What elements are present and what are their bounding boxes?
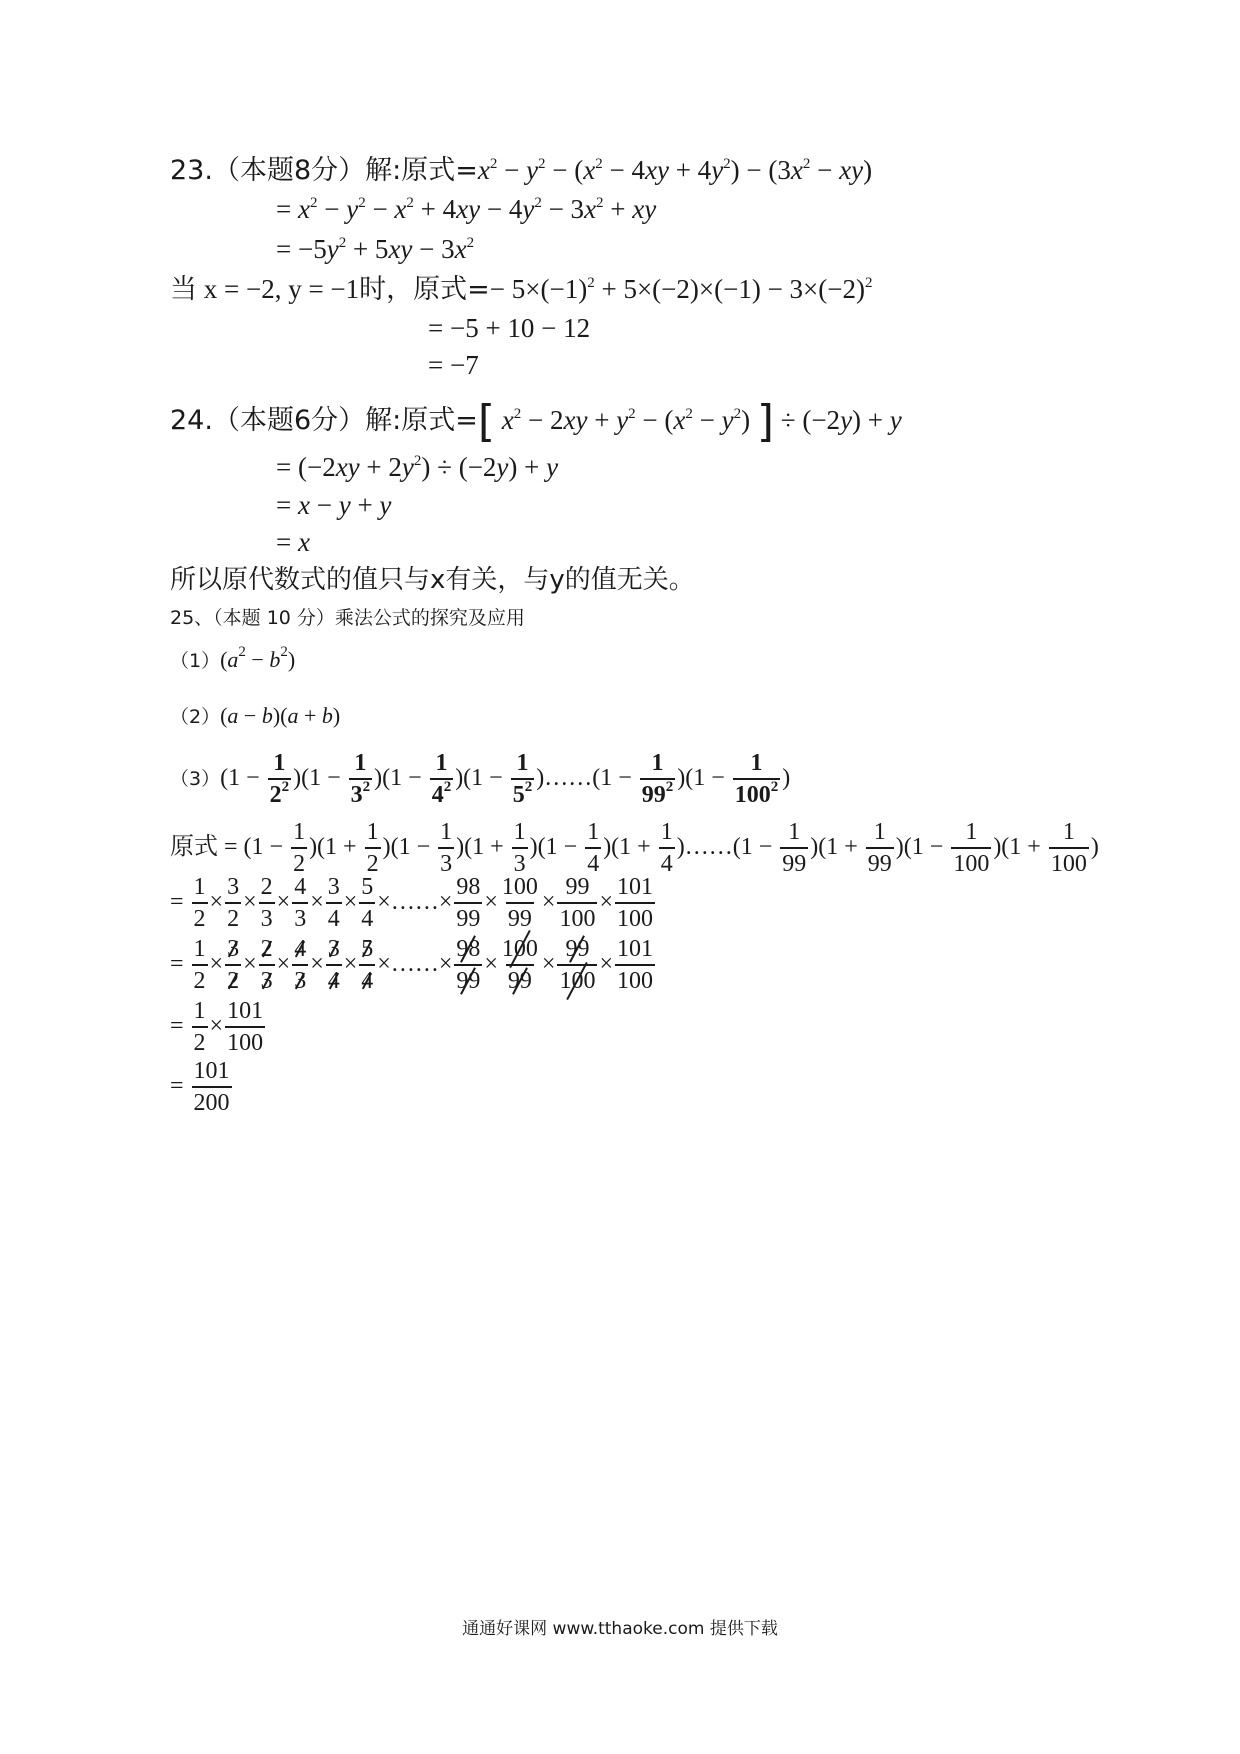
p25-product-line: = $\frac{1}{2}$ × $\frac{3}{2}$ × $\frac{2}{3}$ × $\frac{4}{3}$ × $\frac{3}{4}$ × $\frac{5}{4}$ ×……× $\frac{98}{99}$ × $\frac{100}{99}$ × $\frac{99}{100}$ × $\frac{101}{100}$ (170, 874, 654, 933)
p23-result-2: = −7 (428, 350, 479, 380)
p24-header-label: 24.（本题6分）解:原式= (170, 405, 478, 436)
p25-yuanshi-label: 原式 (170, 832, 218, 860)
p25-dots-4: …… (390, 951, 439, 977)
p23-substitute-vars: x = −2, y = −1 (203, 274, 360, 304)
p25-simplified-line: = $\frac{1}{2}$ × $\frac{101}{100}$ (170, 998, 264, 1057)
p25-part-2-label: （2） (170, 706, 221, 728)
p24-conclusion: 所以原代数式的值只与x有关，与y的值无关。 (170, 565, 695, 595)
p23-substitute-prefix: 当 (170, 274, 197, 305)
p23-step-2: = $-5y^2 + 5xy - 3x^2$ (276, 234, 475, 264)
page-footer: 通通好课网 www.tthaoke.com 提供下载 (462, 1619, 778, 1639)
p25-dots-3: …… (390, 889, 439, 915)
p25-final-line: = $\frac{101}{200}$ (170, 1058, 230, 1117)
p25-dots-1: …… (544, 765, 593, 791)
p24-step-3: = x (276, 527, 310, 557)
p24-step-1: = $(-2xy + 2y^2) \div (-2y) + y$ (276, 452, 559, 482)
p23-substitute-line: 当 x = −2, y = −1时，原式=− $5\times(-1)^2 + 5\times(-2)\times(-1) - 3\times(-2)^2$ (170, 274, 873, 305)
p23-header-label: 23.（本题8分）解:原式= (170, 155, 478, 186)
p25-part-1-label: （1） (170, 650, 221, 672)
p23-result-1: = −5 + 10 − 12 (428, 313, 591, 343)
p25-cancel-line: = $\frac{1}{2}$ × $\frac{3}{2}$ × $\frac{2}{3}$ × $\frac{4}{3}$ × $\frac{3}{4}$ × $\frac{5}{4}$ ×……× $\frac{98}{99}$ × $\frac{100}{99}$ × $\frac{99}{100}$ × $\frac{101}{100}$ (170, 936, 654, 995)
p25-part-2: （2）(a − b)(a + b) (170, 703, 341, 728)
p25-final-numerator: 101 (193, 1058, 230, 1085)
p25-header: 25、（本题 10 分）乘法公式的探究及应用 (170, 607, 525, 629)
p24-step-2: = x − y + y (276, 490, 392, 520)
p25-part-3: （3）(1 − $\frac{1}{2^2}$ )(1 − $\frac{1}{3^2}$ )(1 − $\frac{1}{4^2}$ )(1 − $\frac{1}{5^2}$ )……(1 − $\frac{1}{99^2}$ )(1 − $\frac{1}{100^2}$ ) (170, 750, 791, 809)
p23-header-line: 23.（本题8分）解:原式$=x^2 - y^2 - (x^2 - 4xy + 4y^2) - (3x^2 - xy)$ (170, 155, 873, 186)
p23-step-1: = $x^2 - y^2 - x^2 + 4xy - 4y^2 - 3x^2$ + xy (276, 194, 657, 224)
p25-final-denominator: 200 (192, 1086, 232, 1115)
p25-part-3-label: （3） (170, 768, 221, 790)
p24-header-line: 24.（本题6分）解:原式=[ $x^2 - 2xy + y^2 - (x^2 - y^2)$ ] ÷ (−2y) + y (170, 396, 902, 447)
p23-substitute-suffix: 时，原式= (359, 274, 490, 305)
p25-dots-2: …… (684, 834, 733, 860)
p25-part-1: $(1)(a^2 - b^2)$ (170, 644, 296, 672)
p25-expand-line: 原式 = (1 − $\frac{1}{2}$ )(1 + $\frac{1}{2}$ )(1 − $\frac{1}{3}$ )(1 + $\frac{1}{3}$ )(1 − $\frac{1}{4}$ )(1 + $\frac{1}{4}$ )……(1 − $\frac{1}{99}$ )(1 + $\frac{1}{99}$ )(1 − $\frac{1}{100}$ )(1 + $\frac{1}{100}$ ) (170, 819, 1099, 878)
